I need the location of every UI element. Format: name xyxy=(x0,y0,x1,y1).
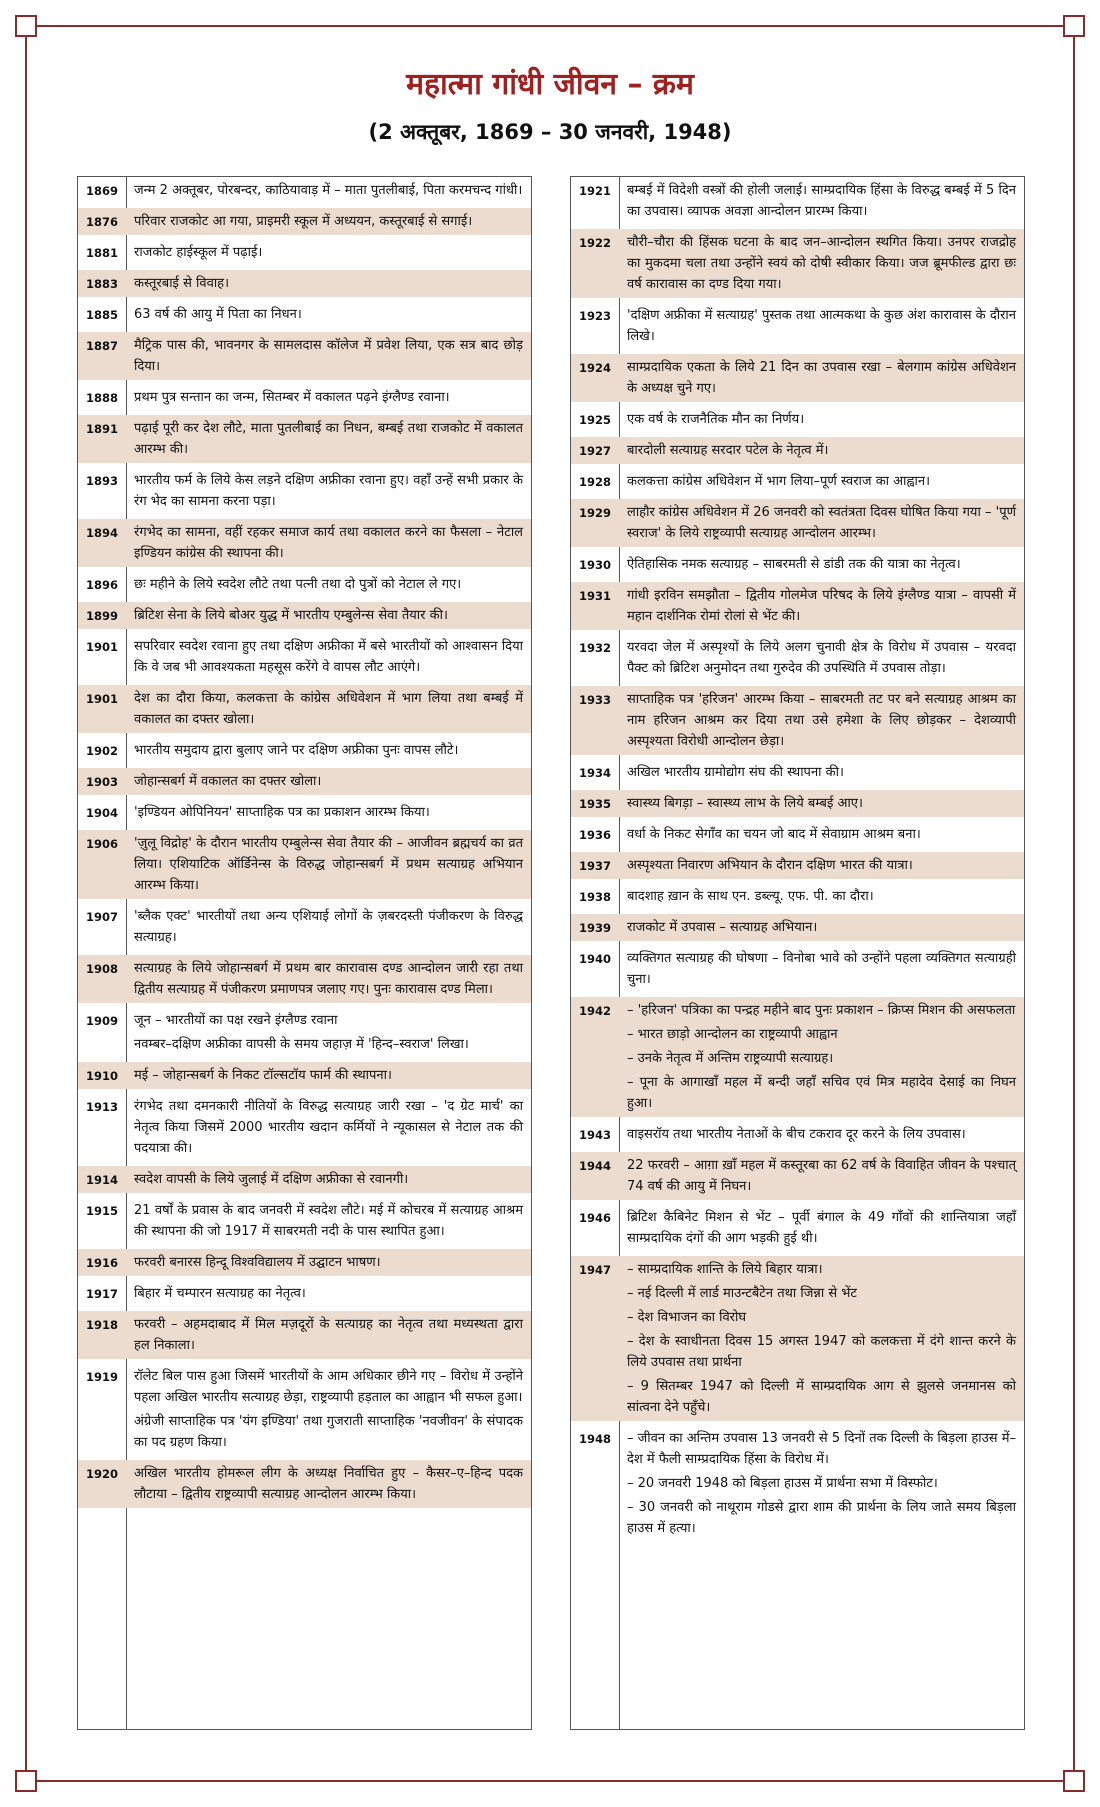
entry-line: राजकोट हाईस्कूल में पढ़ाई। xyxy=(134,245,263,260)
entry-line: पढ़ाई पूरी कर देश लौटे, माता पुतलीबाई का निधन, बम्बई तथा राजकोट में वकालत आरम्भ की। xyxy=(134,421,523,457)
timeline-entry xyxy=(78,208,531,235)
timeline-entry xyxy=(78,270,531,297)
entry-year: 1921 xyxy=(579,184,612,198)
timeline-entry xyxy=(571,790,1024,817)
entry-text xyxy=(126,1280,531,1307)
entry-year: 1876 xyxy=(78,208,126,235)
entry-text xyxy=(619,1204,1024,1252)
timeline-entry xyxy=(571,686,1024,755)
entry-text xyxy=(126,830,531,899)
timeline-entry xyxy=(78,830,531,899)
entry-text xyxy=(619,582,1024,630)
entry-year: 1938 xyxy=(579,890,612,904)
entry-year: 1887 xyxy=(78,332,126,380)
entry-year: 1928 xyxy=(579,475,612,489)
timeline-entry xyxy=(571,634,1024,682)
entry-text xyxy=(619,302,1024,350)
timeline-entry xyxy=(78,1166,531,1193)
entry-line: – साम्प्रदायिक शान्ति के लिये बिहार यात्रा। xyxy=(627,1262,823,1277)
timeline-entry xyxy=(78,239,531,266)
entry-line: – 'हरिजन' पत्रिका का पन्द्रह महीने बाद पुनः प्रकाशन – क्रिप्स मिशन की असफलता xyxy=(627,1003,1016,1018)
timeline-entry xyxy=(571,997,1024,1117)
timeline-entry xyxy=(78,903,531,951)
timeline-entry xyxy=(571,945,1024,993)
entry-text xyxy=(126,903,531,951)
entry-text xyxy=(619,852,1024,879)
entry-line: 'ब्लैक एक्ट' भारतीयों तथा अन्य एशियाई लोगों के ज़बरदस्ती पंजीकरण के विरुद्ध सत्याग्रह। xyxy=(134,909,523,945)
entry-text xyxy=(619,1425,1024,1542)
entry-text xyxy=(619,406,1024,433)
entry-text xyxy=(619,1121,1024,1148)
entry-line: सपरिवार स्वदेश रवाना हुए तथा दक्षिण अफ्रीका में बसे भारतीयों को आश्वासन दिया कि वे जब भी आवश्यकता महसूस करेंगे वे वापस लौट आएंगे। xyxy=(134,639,523,675)
entry-text xyxy=(126,955,531,1003)
entry-line: कलकत्ता कांग्रेस अधिवेशन में भाग लिया–पूर्ण स्वराज का आह्वान। xyxy=(627,474,931,489)
entry-line: प्रथम पुत्र सन्तान का जन्म, सितम्बर में वकालत पढ़ने इंग्लैण्ड रवाना। xyxy=(134,390,450,405)
entry-text xyxy=(619,821,1024,848)
entry-line: रंगभेद का सामना, वहीं रहकर समाज कार्य तथा वकालत करने का फैसला – नेटाल इण्डियन कांग्रेस की स्थापना की। xyxy=(134,525,523,561)
entry-line: – जीवन का अन्तिम उपवास 13 जनवरी से 5 दिनों तक दिल्ली के बिड़ला हाउस में–देश में फैली साम्प्रदायिक हिंसा के विरोध में। xyxy=(627,1431,1016,1467)
entry-text xyxy=(126,685,531,733)
timeline-entry xyxy=(78,1062,531,1089)
entry-line: वर्धा के निकट सेगाँव का चयन जो बाद में सेवाग्राम आश्रम बना। xyxy=(627,827,921,842)
timeline-entry xyxy=(78,768,531,795)
entry-text xyxy=(126,467,531,515)
timeline-entry xyxy=(78,415,531,463)
entry-text xyxy=(619,177,1024,225)
entry-year: 1896 xyxy=(86,578,119,592)
entry-line: अंग्रेजी साप्ताहिक पत्र 'यंग इण्डिया' तथा गुजराती साप्ताहिक 'नवजीवन' के संपादक का पद ग्रहण किया। xyxy=(134,1414,523,1450)
page-title: महात्मा गांधी जीवन – क्रम xyxy=(406,67,694,102)
entry-line: जून – भारतीयों का पक्ष रखने इंग्लैण्ड रवाना xyxy=(134,1013,338,1028)
entry-text xyxy=(126,301,531,328)
entry-text xyxy=(126,177,531,204)
entry-line: ब्रिटिश सेना के लिये बोअर युद्ध में भारतीय एम्बुलेन्स सेवा तैयार की। xyxy=(134,608,448,623)
entry-text xyxy=(619,759,1024,786)
entry-year: 1916 xyxy=(78,1249,126,1276)
timeline-entry xyxy=(78,1311,531,1359)
timeline-entry xyxy=(571,914,1024,941)
entry-year: 1927 xyxy=(571,437,619,464)
entry-line: – उनके नेतृत्व में अन्तिम राष्ट्रव्यापी सत्याग्रह। xyxy=(627,1051,834,1066)
timeline-right-column xyxy=(570,176,1025,1730)
entry-line: साम्प्रदायिक एकता के लिये 21 दिन का उपवास रखा – बेलगाम कांग्रेस अधिवेशन के अध्यक्ष चुने गए। xyxy=(627,360,1016,396)
corner-ornament-top-left xyxy=(15,15,37,37)
timeline-entry xyxy=(78,571,531,598)
timeline-entry xyxy=(571,499,1024,547)
entry-year: 1925 xyxy=(579,413,612,427)
entry-year: 1902 xyxy=(86,744,119,758)
entry-line: स्वदेश वापसी के लिये जुलाई में दक्षिण अफ्रीका से रवानगी। xyxy=(134,1172,409,1187)
entry-line: बारदोली सत्याग्रह सरदार पटेल के नेतृत्व में। xyxy=(627,443,829,458)
timeline-entry xyxy=(571,852,1024,879)
entry-line: फरवरी – अहमदाबाद में मिल मज़दूरों के सत्याग्रह का नेतृत्व तथा मध्यस्थता द्वारा हल निकाला। xyxy=(134,1317,523,1353)
entry-text xyxy=(619,551,1024,578)
entry-text xyxy=(126,208,531,235)
entry-line: 63 वर्ष की आयु में पिता का निधन। xyxy=(134,307,302,322)
entry-year: 1917 xyxy=(86,1287,119,1301)
timeline-entry xyxy=(78,602,531,629)
entry-text xyxy=(126,799,531,826)
entry-year: 1922 xyxy=(571,229,619,298)
timeline-entry xyxy=(571,1152,1024,1200)
entry-text xyxy=(619,914,1024,941)
entry-line: 21 वर्षों के प्रवास के बाद जनवरी में स्वदेश लौटे। मई में कोचरब में सत्याग्रह आश्रम की स्थापना की जो 1917 में साबरमती नदी के पास स्थापित हुआ। xyxy=(134,1203,523,1239)
timeline-entry xyxy=(78,737,531,764)
entry-line: नवम्बर–दक्षिण अफ्रीका वापसी के समय जहाज़ में 'हिन्द–स्वराज' लिखा। xyxy=(134,1037,469,1052)
entry-line: जन्म 2 अक्तूबर, पोरबन्दर, काठियावाड़ में – माता पुतलीबाई, पिता करमचन्द गांधी। xyxy=(134,183,523,198)
timeline-entry xyxy=(571,177,1024,225)
entry-text xyxy=(619,686,1024,755)
entry-year: 1910 xyxy=(78,1062,126,1089)
entry-text xyxy=(126,1363,531,1456)
entry-year: 1931 xyxy=(571,582,619,630)
entry-text xyxy=(619,634,1024,682)
entry-line: एक वर्ष के राजनैतिक मौन का निर्णय। xyxy=(627,412,805,427)
entry-text xyxy=(619,997,1024,1117)
entry-year: 1919 xyxy=(86,1370,119,1384)
entry-year: 1934 xyxy=(579,766,612,780)
entry-year: 1906 xyxy=(78,830,126,899)
timeline-entry xyxy=(571,821,1024,848)
timeline-entry xyxy=(78,301,531,328)
entry-text xyxy=(126,1249,531,1276)
entry-year: 1909 xyxy=(86,1014,119,1028)
entry-text xyxy=(619,354,1024,402)
timeline-rows-right xyxy=(571,177,1024,1542)
entry-year: 1932 xyxy=(579,641,612,655)
entry-line: यरवदा जेल में अस्पृश्यों के लिये अलग चुनावी क्षेत्र के विरोध में उपवास – यरवदा पैक्ट को ब्रिटिश अनुमोदन तथा गुरुदेव की उपस्थिति में उपवास तोड़ा। xyxy=(627,640,1016,676)
entry-text xyxy=(619,499,1024,547)
entry-text xyxy=(126,1311,531,1359)
entry-line: रॉलेट बिल पास हुआ जिसमें भारतीयों के आम अधिकार छीने गए – विरोध में उन्होंने पहला अखिल भारतीय सत्याग्रह छेड़ा, राष्ट्रव्यापी हड़ताल का आह्वान भी सफल हुआ। xyxy=(134,1369,523,1405)
entry-line: – नई दिल्ली में लार्ड माउन्टबैटेन तथा जिन्ना से भेंट xyxy=(627,1286,857,1301)
entry-text xyxy=(126,602,531,629)
entry-year: 1924 xyxy=(571,354,619,402)
timeline-entry xyxy=(571,1256,1024,1421)
timeline-entry xyxy=(78,1249,531,1276)
entry-year: 1907 xyxy=(86,910,119,924)
entry-year: 1948 xyxy=(579,1432,612,1446)
entry-year: 1893 xyxy=(86,474,119,488)
corner-ornament-top-right xyxy=(1063,15,1085,37)
timeline-entry xyxy=(571,1425,1024,1542)
entry-text xyxy=(126,737,531,764)
entry-text xyxy=(126,633,531,681)
timeline-entry xyxy=(78,799,531,826)
timeline-left-column xyxy=(77,176,532,1730)
entry-year: 1881 xyxy=(86,246,119,260)
entry-year: 1913 xyxy=(86,1100,119,1114)
entry-year: 1908 xyxy=(78,955,126,1003)
entry-text xyxy=(126,519,531,567)
entry-year: 1901 xyxy=(86,640,119,654)
timeline-entry xyxy=(571,883,1024,910)
entry-line: भारतीय फर्म के लिये केस लड़ने दक्षिण अफ्रीका रवाना हुए। वहाँ उन्हें सभी प्रकार के रंग भेद का सामना करना पड़ा। xyxy=(134,473,523,509)
entry-year: 1883 xyxy=(78,270,126,297)
timeline-entry xyxy=(571,229,1024,298)
timeline-rows-left xyxy=(78,177,531,1508)
timeline-entry xyxy=(571,1204,1024,1252)
entry-line: 'दक्षिण अफ्रीका में सत्याग्रह' पुस्तक तथा आत्मकथा के कुछ अंश कारावास के दौरान लिखे। xyxy=(627,308,1016,344)
entry-text xyxy=(619,468,1024,495)
entry-year: 1914 xyxy=(78,1166,126,1193)
entry-line: स्वास्थ्य बिगड़ा – स्वास्थ्य लाभ के लिये बम्बई आए। xyxy=(627,796,863,811)
entry-year: 1885 xyxy=(86,308,119,322)
entry-line: रंगभेद तथा दमनकारी नीतियों के विरुद्ध सत्याग्रह जारी रखा – 'द ग्रेट मार्च' का नेतृत्व किया जिसमें 2000 भारतीय खदान कर्मियों ने न्यूकासल से नेटाल तक की पदयात्रा की। xyxy=(134,1099,523,1156)
entry-year: 1915 xyxy=(86,1204,119,1218)
entry-line: भारतीय समुदाय द्वारा बुलाए जाने पर दक्षिण अफ्रीका पुनः वापस लौटे। xyxy=(134,743,459,758)
timeline-entry xyxy=(571,468,1024,495)
entry-line: – भारत छाड़ो आन्दोलन का राष्ट्रव्यापी आह्वान xyxy=(627,1027,838,1042)
entry-text xyxy=(619,790,1024,817)
entry-year: 1904 xyxy=(86,806,119,820)
entry-line: कस्तूरबाई से विवाह। xyxy=(134,276,230,291)
entry-line: अस्पृश्यता निवारण अभियान के दौरान दक्षिण भारत की यात्रा। xyxy=(627,858,913,873)
entry-year: 1918 xyxy=(78,1311,126,1359)
entry-line: गांधी इरविन समझौता – द्वितीय गोलमेज परिषद के लिये इंग्लैण्ड यात्रा – वापसी में महान दार्शनिक रोमां रोलां से भेंट की। xyxy=(627,588,1016,624)
entry-year: 1935 xyxy=(571,790,619,817)
entry-line: 'ज़ुलू विद्रोह' के दौरान भारतीय एम्बुलेन्स सेवा तैयार की – आजीवन ब्रह्मचर्य का व्रत लिया। एशियाटिक ऑर्डिनेन्स के विरुद्ध जोहान्सबर्ग में प्रथम सत्याग्रह अभियान आरम्भ किया। xyxy=(134,836,523,893)
entry-line: – 9 सितम्बर 1947 को दिल्ली में साम्प्रदायिक आग से झुलसे जनमानस को सांत्वना देने पहुँचे। xyxy=(627,1379,1016,1415)
entry-year: 1939 xyxy=(571,914,619,941)
timeline-entry xyxy=(78,1363,531,1456)
entry-year: 1947 xyxy=(571,1256,619,1421)
timeline-entry xyxy=(78,1093,531,1162)
entry-line: देश का दौरा किया, कलकत्ता के कांग्रेस अधिवेशन में भाग लिया तथा बम्बई में वकालत का दफ्तर खोला। xyxy=(134,691,523,727)
entry-line: अखिल भारतीय ग्रामोद्योग संघ की स्थापना की। xyxy=(627,765,844,780)
entry-line: परिवार राजकोट आ गया, प्राइमरी स्कूल में अध्ययन, कस्तूरबाई से सगाई। xyxy=(134,214,473,229)
entry-line: बादशाह ख़ान के साथ एन. डब्ल्यू. एफ. पी. का दौरा। xyxy=(627,889,874,904)
entry-line: जोहान्सबर्ग में वकालत का दफ्तर खोला। xyxy=(134,774,322,789)
timeline-entry xyxy=(78,685,531,733)
timeline-entry xyxy=(78,1460,531,1508)
entry-line: राजकोट में उपवास – सत्याग्रह अभियान। xyxy=(627,920,818,935)
entry-text xyxy=(126,768,531,795)
entry-line: ऐतिहासिक नमक सत्याग्रह – साबरमती से डांडी तक की यात्रा का नेतृत्व। xyxy=(627,557,961,572)
timeline-entry xyxy=(571,354,1024,402)
entry-text xyxy=(619,229,1024,298)
entry-line: 22 फरवरी – आग़ा ख़ाँ महल में कस्तूरबा का 62 वर्ष के विवाहित जीवन के पश्चात् 74 वर्ष की आयु में निघन। xyxy=(627,1158,1016,1194)
page-subtitle: (2 अक्तूबर, 1869 – 30 जनवरी, 1948) xyxy=(368,120,732,144)
entry-year: 1929 xyxy=(571,499,619,547)
entry-year: 1888 xyxy=(86,391,119,405)
timeline-entry xyxy=(571,759,1024,786)
entry-year: 1937 xyxy=(571,852,619,879)
timeline-entry xyxy=(78,1007,531,1058)
entry-line: बम्बई में विदेशी वस्त्रों की होली जलाई। साम्प्रदायिक हिंसा के विरुद्ध बम्बई में 5 दिन का उपवास। व्यापक अवज्ञा आन्दोलन प्रारम्भ किया। xyxy=(627,183,1016,219)
entry-year: 1901 xyxy=(78,685,126,733)
entry-text xyxy=(126,1007,531,1058)
entry-text xyxy=(126,1166,531,1193)
entry-line: – देश विभाजन का विरोघ xyxy=(627,1310,747,1325)
entry-text xyxy=(126,239,531,266)
timeline-entry xyxy=(571,1121,1024,1148)
entry-text xyxy=(126,415,531,463)
entry-line: व्यक्तिगत सत्याग्रह की घोषणा – विनोबा भावे को उन्होंने पहला व्यक्तिगत सत्याग्रही चुना। xyxy=(627,951,1016,987)
entry-text xyxy=(619,1256,1024,1421)
entry-line: बिहार में चम्पारन सत्याग्रह का नेतृत्व। xyxy=(134,1286,306,1301)
entry-year: 1942 xyxy=(571,997,619,1117)
entry-line: लाहौर कांग्रेस अधिवेशन में 26 जनवरी को स्वतंत्रता दिवस घोषित किया गया – 'पूर्ण स्वराज' के लिये राष्ट्रव्यापी सत्याग्रह आन्दोलन आरम्भ। xyxy=(627,505,1016,541)
entry-year: 1899 xyxy=(78,602,126,629)
entry-line: साप्ताहिक पत्र 'हरिजन' आरम्भ किया – साबरमती तट पर बने सत्याग्रह आश्रम का नाम हरिजन आश्रम कर दिया तथा उसे हमेशा के लिए छोड़कर – देशव्यापी अस्पृश्यता विरोधी आन्दोलन छेड़ा। xyxy=(627,692,1016,749)
entry-year: 1869 xyxy=(86,184,119,198)
timeline-entry xyxy=(78,955,531,1003)
entry-text xyxy=(126,1093,531,1162)
entry-year: 1936 xyxy=(579,828,612,842)
entry-year: 1891 xyxy=(78,415,126,463)
timeline-entry xyxy=(78,177,531,204)
entry-line: – 30 जनवरी को नाथूराम गोडसे द्वारा शाम की प्रार्थना के लिय जाते समय बिड़ला हाउस में हत्या। xyxy=(627,1500,1016,1536)
corner-ornament-bottom-left xyxy=(15,1770,37,1792)
timeline-entry xyxy=(78,1280,531,1307)
entry-line: अखिल भारतीय होमरूल लीग के अध्यक्ष निर्वाचित हुए – कैसर–ए–हिन्द पदक लौटाया – द्वितीय राष्ट्रव्यापी सत्याग्रह आन्दोलन आरम्भ किया। xyxy=(134,1466,523,1502)
timeline-entry xyxy=(571,551,1024,578)
timeline-entry xyxy=(78,467,531,515)
entry-line: फरवरी बनारस हिन्दू विश्वविद्यालय में उद्घाटन भाषण। xyxy=(134,1255,381,1270)
corner-ornament-bottom-right xyxy=(1063,1770,1085,1792)
entry-line: सत्याग्रह के लिये जोहान्सबर्ग में प्रथम बार कारावास दण्ड आन्दोलन जारी रहा तथा द्वितीय सत्याग्रह में पंजीकरण प्रमाणपत्र जलाए गए। पुनः कारावास दण्ड मिला। xyxy=(134,961,523,997)
entry-line: – 20 जनवरी 1948 को बिड़ला हाउस में प्रार्थना सभा में विस्फोट। xyxy=(627,1476,938,1491)
entry-text xyxy=(126,1062,531,1089)
entry-text xyxy=(619,883,1024,910)
entry-year: 1940 xyxy=(579,952,612,966)
entry-line: छः महीने के लिये स्वदेश लौटे तथा पत्नी तथा दो पुत्रों को नेटाल ले गए। xyxy=(134,577,462,592)
entry-text xyxy=(126,270,531,297)
timeline-entry xyxy=(571,406,1024,433)
timeline-entry xyxy=(78,332,531,380)
timeline-entry xyxy=(571,302,1024,350)
timeline-entry xyxy=(571,582,1024,630)
entry-text xyxy=(126,571,531,598)
timeline-entry xyxy=(78,519,531,567)
entry-text xyxy=(126,332,531,380)
entry-line: ब्रिटिश कैबिनेट मिशन से भेंट – पूर्वी बंगाल के 49 गाँवों की शान्तियात्रा जहाँ साम्प्रदायिक दंगों की आग भड़की हुई थी। xyxy=(627,1210,1016,1246)
entry-line: – पूना के आगाखाँ महल में बन्दी जहाँ सचिव एवं मित्र महादेव देसाई का निघन हुआ। xyxy=(627,1075,1016,1111)
entry-year: 1923 xyxy=(579,309,612,323)
entry-line: – देश के स्वाधीनता दिवस 15 अगस्त 1947 को कलकत्ता में दंगे शान्त करने के लिये उपवास तथा प्रार्थना xyxy=(627,1334,1016,1370)
entry-year: 1944 xyxy=(571,1152,619,1200)
entry-line: मैट्रिक पास की, भावनगर के सामलदास कॉलेज में प्रवेश लिया, एक सत्र बाद छोड़ दिया। xyxy=(134,338,523,374)
entry-year: 1933 xyxy=(571,686,619,755)
entry-year: 1943 xyxy=(579,1128,612,1142)
entry-text xyxy=(126,1197,531,1245)
entry-line: चौरी–चौरा की हिंसक घटना के बाद जन–आन्दोलन स्थगित किया। उनपर राजद्रोह का मुकदमा चला तथा उन्होंने स्वयं को दोषी स्वीकार किया। जज ब्रूमफील्ड द्वारा छः वर्ष कारावास का दण्ड दिया गया। xyxy=(627,235,1016,292)
entry-text xyxy=(126,384,531,411)
entry-text xyxy=(619,945,1024,993)
entry-text xyxy=(126,1460,531,1508)
entry-year: 1920 xyxy=(78,1460,126,1508)
timeline-entry xyxy=(78,633,531,681)
timeline-entry xyxy=(571,437,1024,464)
entry-year: 1903 xyxy=(78,768,126,795)
timeline-entry xyxy=(78,1197,531,1245)
entry-line: 'इण्डियन ओपिनियन' साप्ताहिक पत्र का प्रकाशन आरम्भ किया। xyxy=(134,805,430,820)
entry-text xyxy=(619,1152,1024,1200)
entry-year: 1894 xyxy=(78,519,126,567)
entry-line: मई – जोहान्सबर्ग के निकट टॉल्सटॉय फार्म की स्थापना। xyxy=(134,1068,392,1083)
timeline-entry xyxy=(78,384,531,411)
entry-year: 1930 xyxy=(579,558,612,572)
entry-year: 1946 xyxy=(579,1211,612,1225)
entry-text xyxy=(619,437,1024,464)
entry-line: वाइसरॉय तथा भारतीय नेताओं के बीच टकराव दूर करने के लिय उपवास। xyxy=(627,1127,966,1142)
